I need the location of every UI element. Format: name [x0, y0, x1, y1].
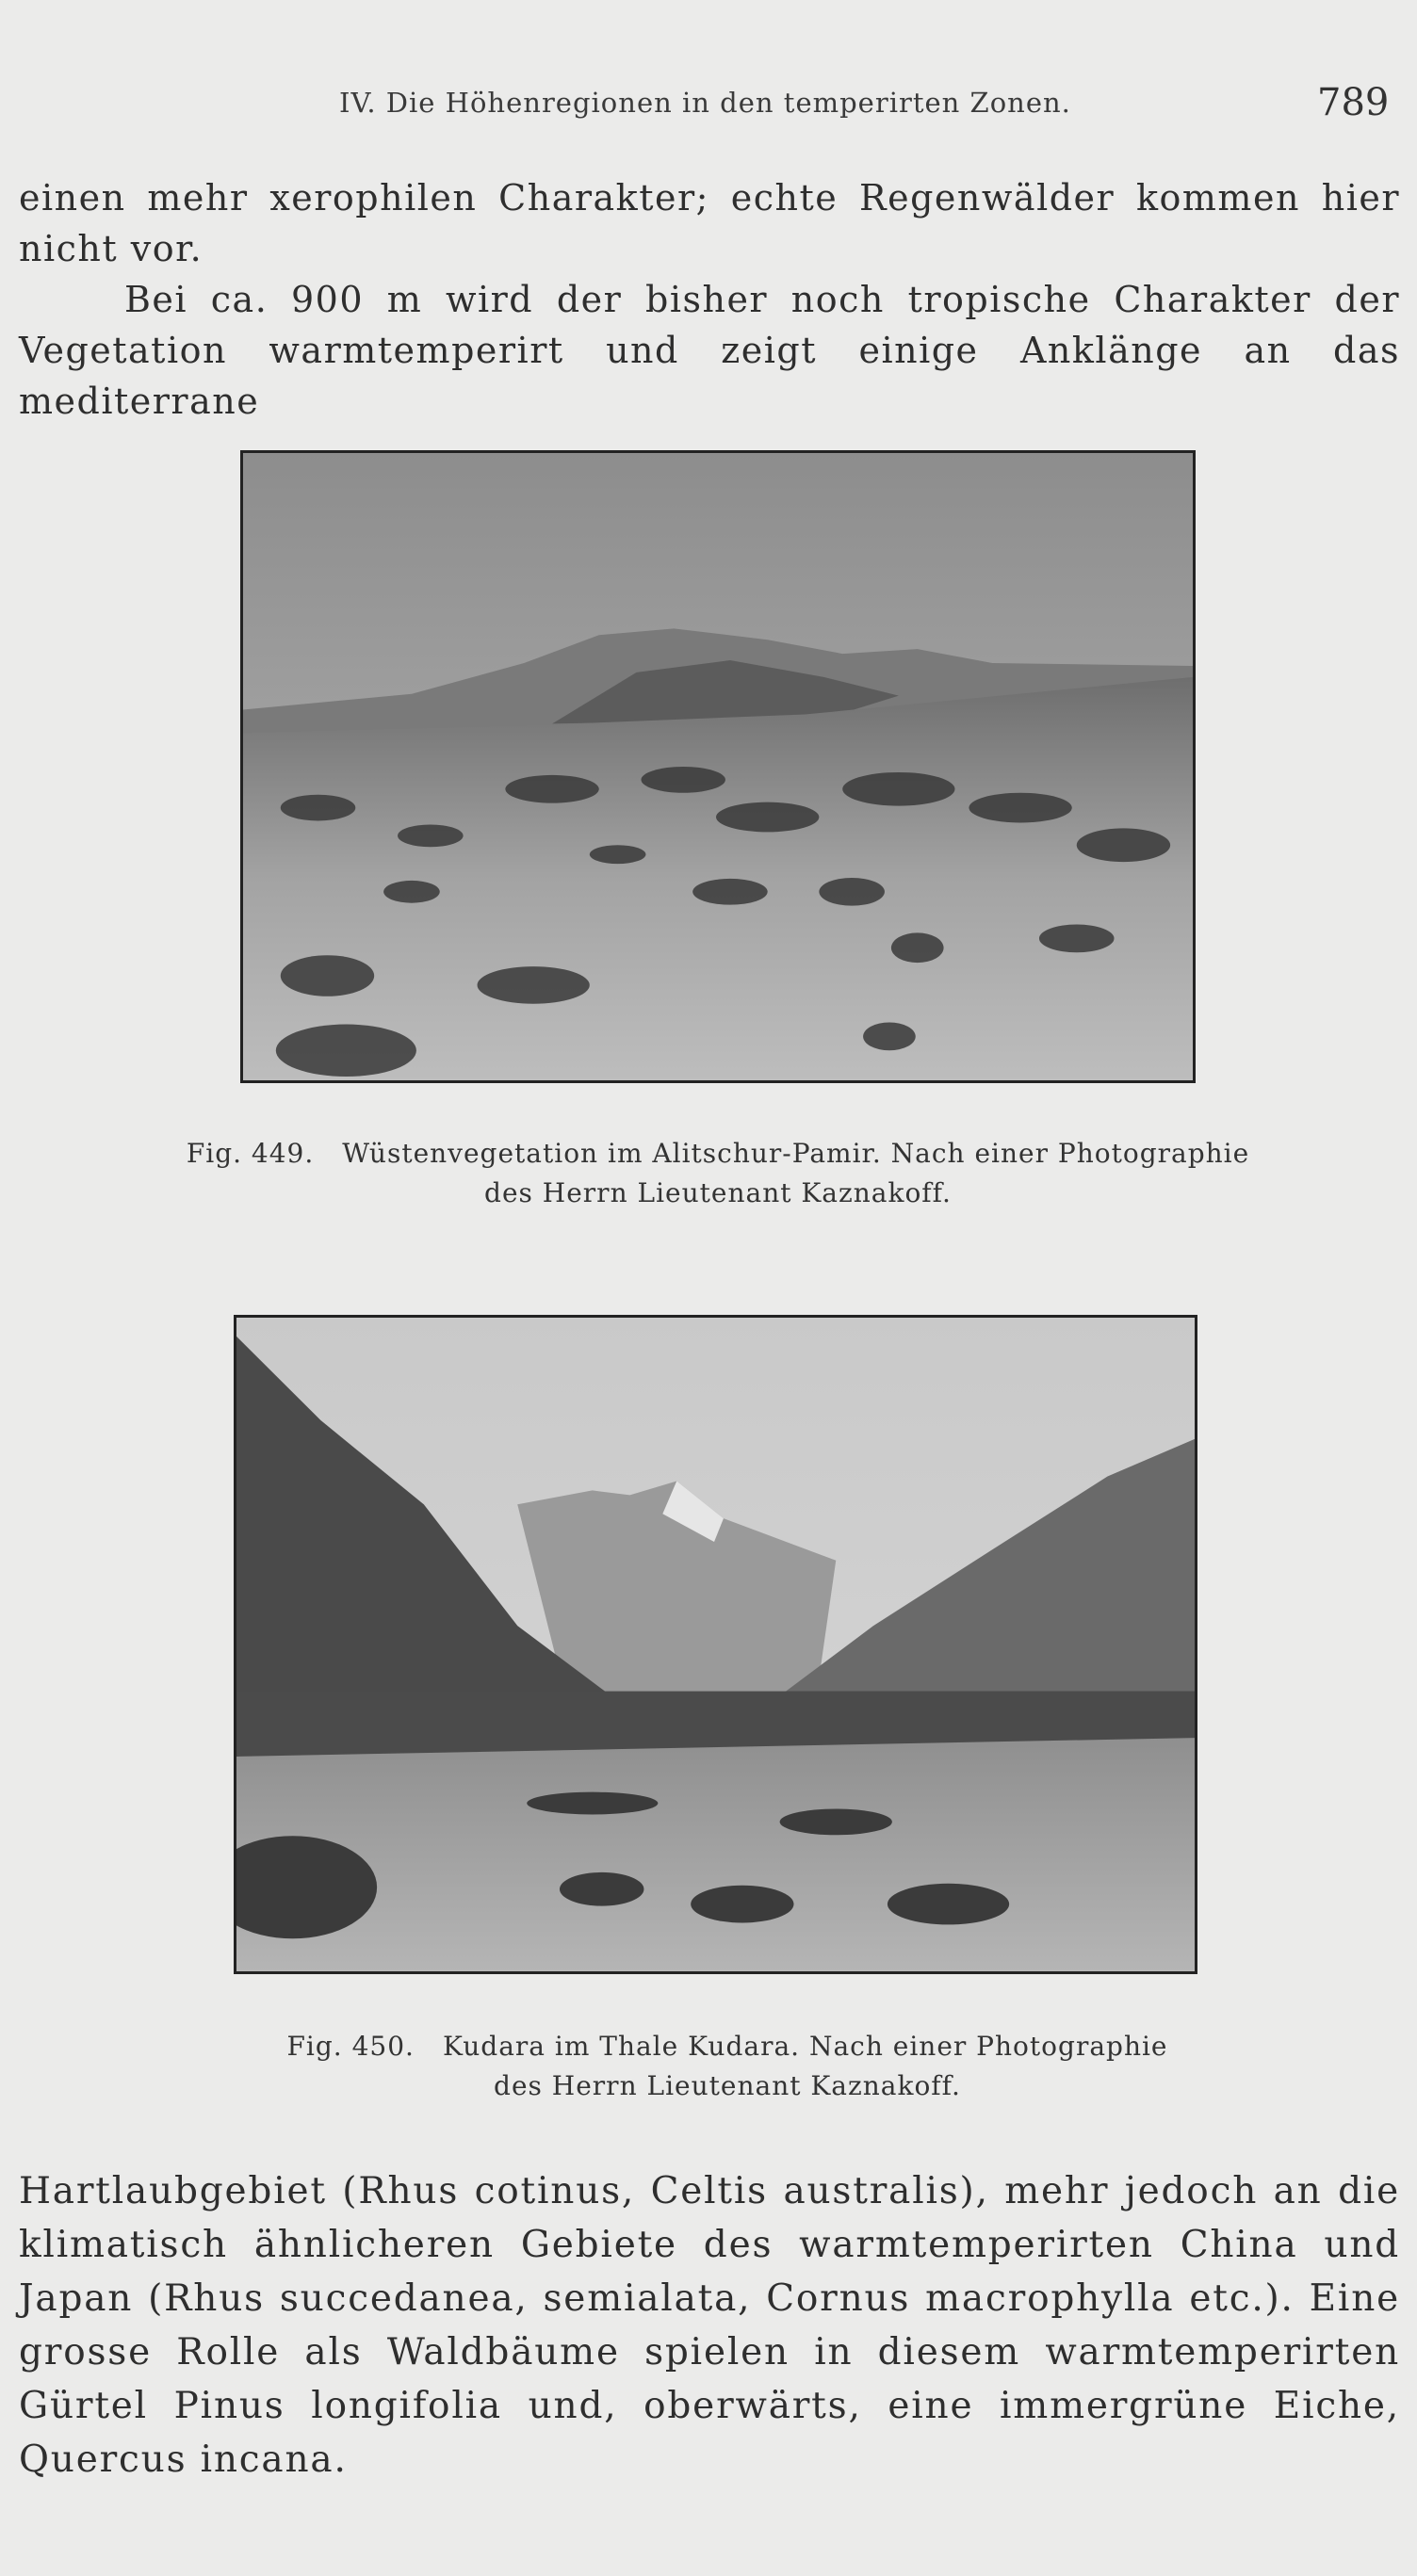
top-paragraph: [19, 172, 1400, 427]
figure-450-photo: [234, 1315, 1197, 1974]
figure-450-caption: [132, 2027, 1323, 2106]
figure-449-caption: [122, 1134, 1313, 1213]
top-paragraph-line2: Bei ca. 900 m wird der bisher noch tropische Charakter der Vegetation warmtemperirt und zeigt einige Anklänge an das mediterrane: [19, 279, 1400, 422]
figure-449-caption-line2: des Herrn Lieutenant Kaznakoff.: [484, 1177, 952, 1208]
figure-450-label: Fig. 450.: [286, 2031, 415, 2062]
figure-450-caption-line1: [132, 2027, 1323, 2066]
page-number: 789: [1317, 81, 1390, 124]
figure-449-caption-line1: [122, 1134, 1313, 1174]
figure-450-caption-line2: des Herrn Lieutenant Kaznakoff.: [494, 2070, 961, 2101]
figure-449-caption-text: Wüstenvegetation im Alitschur-Pamir. Nach einer Photographie: [342, 1138, 1250, 1169]
figure-449-label: Fig. 449.: [186, 1138, 315, 1169]
figure-450-caption-text: Kudara im Thale Kudara. Nach einer Photographie: [442, 2031, 1168, 2062]
running-title: IV. Die Höhenregionen in den temperirten Zonen.: [339, 87, 1071, 119]
top-paragraph-line1: einen mehr xerophilen Charakter; echte Regenwälder kommen hier nicht vor.: [19, 177, 1400, 269]
bottom-paragraph: Hartlaubgebiet (Rhus cotinus, Celtis australis), mehr jedoch an die klimatisch ähnlicheren Gebiete des warmtemperirten China und Japan (Rhus succedanea, semialata, Cornus macrophylla etc.). Eine grosse Rolle als Waldbäume spielen in diesem warmtemperirten Gürtel Pinus longifolia und, oberwärts, eine immergrüne Eiche, Quercus incana.: [19, 2170, 1400, 2481]
running-head: [0, 81, 1417, 128]
figure-449-photo: [240, 450, 1196, 1083]
